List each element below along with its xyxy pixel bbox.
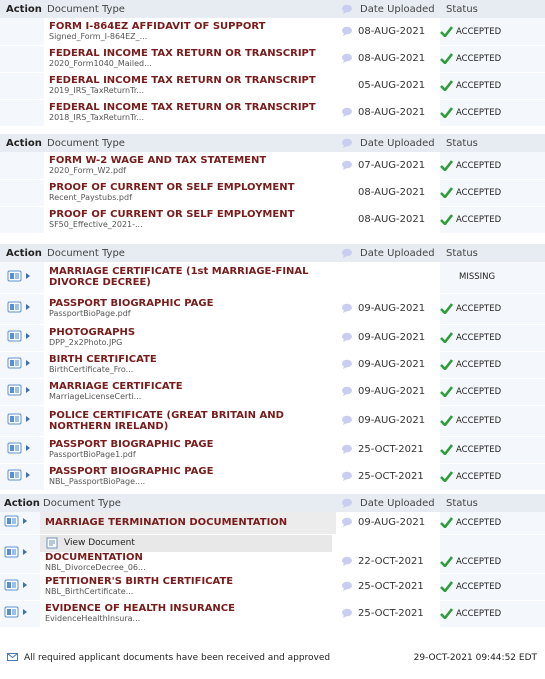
status-badge: ACCEPTED — [456, 81, 502, 91]
action-cell — [0, 378, 44, 405]
document-type[interactable]: FEDERAL INCOME TAX RETURN OR TRANSCRIPT — [49, 75, 316, 86]
action-menu-button[interactable] — [7, 301, 35, 316]
action-menu-button[interactable] — [7, 384, 35, 399]
check-icon — [440, 581, 453, 592]
action-cell — [0, 512, 40, 534]
check-icon — [440, 303, 453, 314]
documents-table-2 — [0, 134, 545, 234]
table-row — [0, 600, 545, 627]
comment-icon[interactable] — [341, 517, 353, 527]
date-uploaded: 08-AUG-2021 — [358, 18, 440, 45]
action-cell — [0, 293, 44, 324]
file-name[interactable]: 2020_Form1040_Mailed... — [49, 59, 152, 68]
action-menu-button[interactable] — [7, 330, 35, 345]
check-icon — [440, 415, 453, 426]
table-row — [0, 152, 545, 179]
action-menu-button[interactable] — [4, 579, 32, 594]
check-icon — [440, 187, 453, 198]
table-header — [0, 494, 545, 512]
document-type[interactable]: PASSPORT BIOGRAPHIC PAGE — [49, 439, 214, 450]
date-uploaded: 09-AUG-2021 — [358, 405, 440, 436]
check-icon — [440, 26, 453, 37]
action-cell — [0, 72, 44, 99]
check-icon — [440, 160, 453, 171]
check-icon — [440, 332, 453, 343]
file-name[interactable]: Signed_Form_I-864EZ_... — [49, 31, 148, 41]
document-type-column-header[interactable]: Document Type — [40, 494, 336, 512]
action-menu-button[interactable] — [4, 546, 32, 561]
file-name[interactable]: PassportBioPage.pdf — [49, 309, 131, 318]
check-icon — [440, 444, 453, 455]
check-icon — [440, 359, 453, 370]
action-cell — [0, 45, 44, 72]
check-icon — [440, 107, 453, 118]
status-badge: ACCEPTED — [456, 556, 502, 567]
comment-icon[interactable] — [341, 444, 353, 454]
action-column-header: Action — [0, 134, 44, 152]
action-column-header: Action — [0, 494, 40, 512]
file-name[interactable]: EvidenceHealthInsura... — [45, 614, 141, 623]
comment-icon[interactable] — [341, 386, 353, 396]
date-uploaded: 09-AUG-2021 — [358, 378, 440, 405]
table-row — [0, 351, 545, 378]
envelope-icon — [7, 653, 18, 661]
status-badge: ACCEPTED — [456, 188, 502, 198]
action-menu-button[interactable] — [7, 270, 35, 285]
status-badge: ACCEPTED — [456, 518, 502, 529]
action-cell — [0, 351, 44, 378]
document-type[interactable]: FEDERAL INCOME TAX RETURN OR TRANSCRIPT — [49, 102, 316, 113]
action-cell — [0, 152, 44, 179]
table-row — [0, 324, 545, 351]
document-type[interactable]: DOCUMENTATION — [45, 551, 143, 563]
status-column-header[interactable]: Status — [440, 134, 545, 152]
action-menu-button[interactable] — [7, 469, 35, 484]
document-type-column-header[interactable]: Document Type — [44, 134, 336, 152]
comment-icon[interactable] — [341, 53, 353, 63]
check-icon — [440, 53, 453, 64]
table-row — [0, 18, 545, 45]
document-type[interactable]: MARRIAGE CERTIFICATE (1st MARRIAGE-FINAL DIVORCE DECREE) — [49, 266, 309, 289]
date-uploaded-column-header[interactable]: Date Uploaded — [358, 494, 440, 512]
status-badge: ACCEPTED — [456, 609, 502, 619]
check-icon — [440, 556, 453, 567]
documents-table-1 — [0, 0, 545, 127]
comment-icon[interactable] — [341, 359, 353, 369]
date-uploaded: 08-AUG-2021 — [358, 99, 440, 126]
table-row — [0, 206, 545, 233]
table-row — [0, 512, 545, 534]
status-badge: ACCEPTED — [456, 333, 502, 343]
table-row — [0, 293, 545, 324]
comment-column-header-icon — [336, 494, 358, 512]
action-cell — [0, 405, 44, 436]
comment-column-header-icon — [336, 0, 358, 18]
document-type[interactable]: PASSPORT BIOGRAPHIC PAGE — [49, 298, 214, 309]
action-menu-button[interactable] — [7, 413, 35, 428]
table-row — [0, 179, 545, 206]
file-name[interactable]: MarriageLicenseCerti... — [49, 392, 142, 401]
table-row — [0, 573, 545, 600]
table-row — [0, 405, 545, 436]
table-header — [0, 244, 545, 262]
status-badge: ACCEPTED — [456, 108, 502, 118]
action-column-header: Action — [0, 244, 44, 262]
status-badge: ACCEPTED — [456, 54, 502, 64]
table-row — [0, 463, 545, 490]
date-uploaded-column-header[interactable]: Date Uploaded — [358, 134, 440, 152]
table-header — [0, 134, 545, 152]
comment-icon[interactable] — [341, 303, 353, 313]
document-type[interactable]: MARRIAGE TERMINATION DOCUMENTATION — [45, 517, 288, 529]
date-uploaded: 07-AUG-2021 — [358, 152, 440, 179]
document-type[interactable]: EVIDENCE OF HEALTH INSURANCE — [45, 603, 235, 614]
status-badge: ACCEPTED — [456, 387, 502, 397]
date-uploaded: 09-AUG-2021 — [358, 512, 440, 534]
comment-column-header-icon — [336, 244, 358, 262]
comment-icon[interactable] — [341, 160, 353, 170]
file-name[interactable]: PassportBioPage1.pdf — [49, 450, 136, 459]
file-name[interactable]: SF50_Effective_2021-... — [49, 220, 143, 229]
document-type[interactable]: PASSPORT BIOGRAPHIC PAGE — [49, 466, 214, 477]
table-row — [0, 45, 545, 72]
status-badge: ACCEPTED — [456, 26, 502, 37]
document-type-column-header[interactable]: Document Type — [44, 244, 336, 262]
status-column-header[interactable]: Status — [440, 494, 545, 512]
action-cell — [0, 99, 44, 126]
table-row — [0, 72, 545, 99]
date-uploaded: 25-OCT-2021 — [358, 436, 440, 463]
comment-icon[interactable] — [341, 581, 353, 591]
file-name[interactable]: 2019_IRS_TaxReturnTr... — [49, 86, 144, 95]
date-uploaded: 22-OCT-2021 — [358, 534, 440, 573]
status-badge: ACCEPTED — [456, 360, 502, 370]
table-header — [0, 0, 545, 18]
status-footer — [0, 648, 545, 668]
date-uploaded: 08-AUG-2021 — [358, 206, 440, 233]
file-name[interactable]: BirthCertificate_Fro... — [49, 365, 134, 374]
action-cell — [0, 573, 40, 600]
document-type[interactable]: BIRTH CERTIFICATE — [49, 354, 157, 365]
comment-icon[interactable] — [341, 415, 353, 425]
table-row — [0, 534, 545, 573]
document-type[interactable]: PETITIONER'S BIRTH CERTIFICATE — [45, 576, 234, 587]
status-badge: ACCEPTED — [456, 472, 502, 482]
comment-icon[interactable] — [341, 471, 353, 481]
comment-icon[interactable] — [341, 107, 353, 117]
status-badge: ACCEPTED — [456, 416, 502, 426]
date-uploaded: 25-OCT-2021 — [358, 573, 440, 600]
date-uploaded-column-header[interactable]: Date Uploaded — [358, 244, 440, 262]
table-row — [0, 436, 545, 463]
status-badge: ACCEPTED — [456, 160, 502, 171]
document-icon — [46, 537, 58, 549]
footer-message: All required applicant documents have been received and approved — [24, 653, 331, 663]
action-cell — [0, 324, 44, 351]
action-cell — [0, 262, 44, 293]
view-document-label: View Document — [64, 538, 135, 548]
comment-column-header-icon — [336, 134, 358, 152]
document-type[interactable]: MARRIAGE CERTIFICATE — [49, 381, 183, 392]
status-badge: ACCEPTED — [456, 582, 502, 592]
check-icon — [440, 80, 453, 91]
file-name[interactable]: NBL_BirthCertificate... — [45, 587, 134, 596]
documents-table-3 — [0, 244, 545, 491]
date-uploaded: 05-AUG-2021 — [358, 72, 440, 99]
document-type[interactable]: FORM I-864EZ AFFIDAVIT OF SUPPORT — [49, 20, 266, 32]
file-name[interactable]: 2018_IRS_TaxReturnTr... — [49, 113, 144, 122]
action-menu-button[interactable] — [4, 515, 32, 530]
table-row — [0, 262, 545, 293]
date-uploaded: 25-OCT-2021 — [358, 600, 440, 627]
file-name[interactable]: NBL_DivorceDecree_06... — [45, 562, 146, 572]
date-uploaded: 25-OCT-2021 — [358, 463, 440, 490]
check-icon — [440, 471, 453, 482]
status-badge: ACCEPTED — [456, 215, 502, 225]
file-name[interactable]: Recent_Paystubs.pdf — [49, 193, 132, 202]
comment-icon[interactable] — [341, 608, 353, 618]
file-name[interactable]: 2020_Form_W2.pdf — [49, 165, 127, 175]
table-row — [0, 378, 545, 405]
check-icon — [440, 608, 453, 619]
action-cell — [0, 534, 40, 573]
action-cell — [0, 18, 44, 45]
action-cell — [0, 436, 44, 463]
date-uploaded-column-header[interactable]: Date Uploaded — [358, 0, 440, 18]
date-uploaded: 08-AUG-2021 — [358, 179, 440, 206]
action-menu-button[interactable] — [4, 606, 32, 621]
file-name[interactable]: DPP_2x2Photo.JPG — [49, 338, 123, 347]
action-cell — [0, 179, 44, 206]
date-uploaded: 09-AUG-2021 — [358, 324, 440, 351]
comment-icon[interactable] — [341, 332, 353, 342]
status-badge: ACCEPTED — [456, 304, 502, 314]
footer-timestamp: 29-OCT-2021 09:44:52 EDT — [413, 653, 537, 663]
document-type-column-header[interactable]: Document Type — [44, 0, 336, 18]
action-cell — [0, 463, 44, 490]
status-badge: ACCEPTED — [456, 445, 502, 455]
document-type[interactable]: PHOTOGRAPHS — [49, 327, 136, 338]
comment-icon[interactable] — [341, 556, 353, 566]
check-icon — [440, 214, 453, 225]
status-column-header[interactable]: Status — [440, 244, 545, 262]
document-type[interactable]: POLICE CERTIFICATE (GREAT BRITAIN AND NORTHERN IRELAND) — [49, 409, 284, 432]
date-uploaded: 09-AUG-2021 — [358, 351, 440, 378]
date-uploaded: 08-AUG-2021 — [358, 45, 440, 72]
check-icon — [440, 517, 453, 528]
file-name[interactable]: NBL_PassportBioPage.... — [49, 477, 146, 486]
view-document-menu-item[interactable] — [40, 535, 332, 552]
check-icon — [440, 386, 453, 397]
date-uploaded: 09-AUG-2021 — [358, 293, 440, 324]
action-menu-button[interactable] — [7, 357, 35, 372]
table-row — [0, 99, 545, 126]
action-menu-button[interactable] — [7, 442, 35, 457]
action-cell — [0, 206, 44, 233]
documents-table-4 — [0, 494, 545, 628]
status-column-header[interactable]: Status — [440, 0, 545, 18]
action-cell — [0, 600, 40, 627]
document-type[interactable]: FEDERAL INCOME TAX RETURN OR TRANSCRIPT — [49, 48, 316, 59]
comment-icon[interactable] — [341, 26, 353, 36]
document-type[interactable]: FORM W-2 WAGE AND TAX STATEMENT — [49, 154, 267, 166]
status-badge: MISSING — [459, 272, 496, 283]
document-type[interactable]: PROOF OF CURRENT OR SELF EMPLOYMENT — [49, 209, 295, 220]
action-column-header: Action — [0, 0, 44, 18]
document-type[interactable]: PROOF OF CURRENT OR SELF EMPLOYMENT — [49, 182, 295, 193]
